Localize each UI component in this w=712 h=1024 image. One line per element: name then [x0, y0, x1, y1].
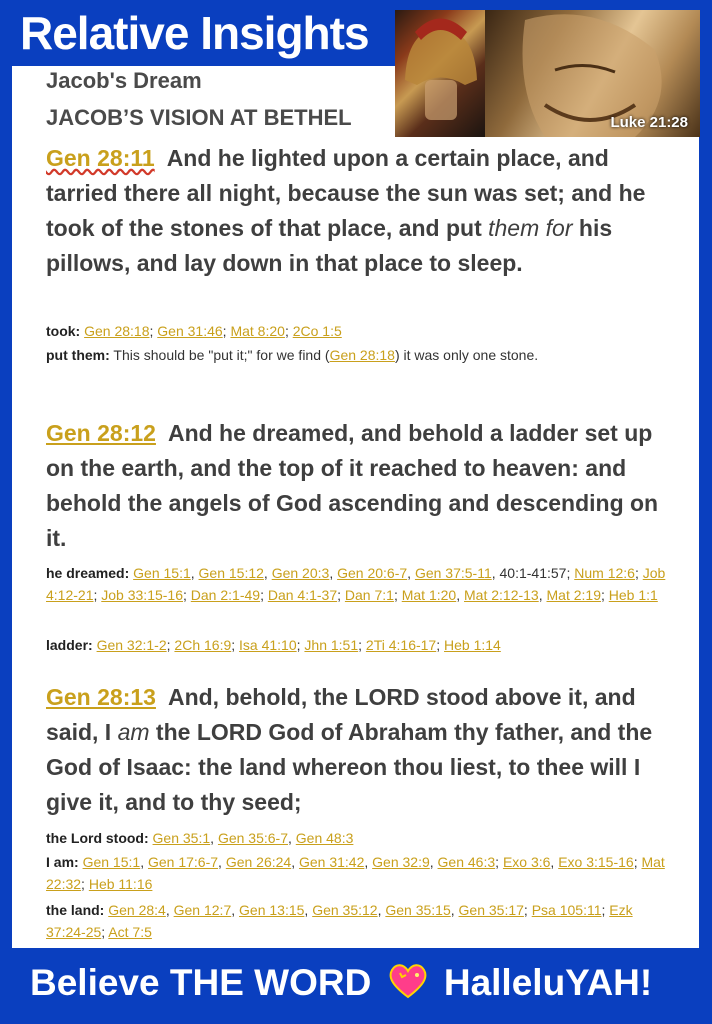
- crossref-link[interactable]: Jhn 1:51: [304, 637, 359, 653]
- crossref-link[interactable]: Gen 35:1: [152, 830, 211, 846]
- roman-helmet-image: [395, 10, 485, 137]
- section-subtitle: JACOB’S VISION AT BETHEL: [46, 105, 352, 130]
- crossref-link[interactable]: Gen 37:5-11: [414, 565, 492, 581]
- note-i-am: I am: Gen 15:1, Gen 17:6-7, Gen 26:24, Gen 31:42, Gen 32:9, Gen 46:3; Exo 3:6, Exo 3:15-16; Mat 22:32; Heb 11:16: [46, 854, 665, 892]
- crossref-link[interactable]: Gen 28:4: [108, 902, 166, 918]
- crossref-link[interactable]: Gen 20:3: [271, 565, 330, 581]
- verse-text: And he dreamed, and behold a ladder set up on the earth, and the top of it reached to heaven: and behold the angels of God ascending and descending on it.: [46, 420, 659, 551]
- crossref-link[interactable]: Gen 31:42: [298, 854, 365, 870]
- note-text: ) it was only one stone.: [394, 347, 539, 363]
- section-title: Jacob's Dream: [46, 68, 202, 93]
- crossref-link[interactable]: Isa 41:10: [239, 637, 297, 653]
- note-label: ladder:: [46, 637, 93, 653]
- crossref-link[interactable]: 2Ti 4:16-17: [365, 637, 437, 653]
- note-put-them: [46, 344, 676, 366]
- note-label: put them:: [46, 347, 110, 363]
- crossref-link[interactable]: Heb 1:14: [444, 637, 501, 653]
- crossref-link[interactable]: 2Co 1:5: [292, 323, 342, 339]
- note-label: the land:: [46, 902, 105, 918]
- verse-reference-link[interactable]: Gen 28:12: [46, 420, 156, 446]
- note-label: the Lord stood:: [46, 830, 149, 846]
- crossref-link[interactable]: Mat 2:19: [546, 587, 601, 603]
- verse-text: And he lighted upon a certain place, and tarried there all night, because the sun was set; and he took of the stones of that place, and put: [46, 145, 646, 241]
- crossref-link[interactable]: Gen 35:12: [312, 902, 378, 918]
- crossref-link[interactable]: Mat 22:32: [46, 854, 665, 892]
- crossref-link[interactable]: Gen 32:1-2: [96, 637, 167, 653]
- crossref-link[interactable]: Mat 8:20: [230, 323, 285, 339]
- verse-reference-link[interactable]: Gen 28:11: [46, 145, 155, 171]
- crossref-link[interactable]: Gen 28:18: [84, 323, 150, 339]
- verse-text: the LORD God of Abraham thy father, and the God of Isaac: the land whereon thou liest, to thee will I give it, and to thy seed;: [46, 719, 653, 815]
- crossref-link[interactable]: Gen 31:46: [157, 323, 223, 339]
- note-took: took: Gen 28:18; Gen 31:46; Mat 8:20; 2Co 1:5: [46, 323, 342, 339]
- crossref-link[interactable]: Exo 3:6: [502, 854, 551, 870]
- crossref-link[interactable]: Gen 48:3: [295, 830, 354, 846]
- footer-text-right: HalleluYAH!: [443, 962, 653, 1003]
- crossref-link[interactable]: Job 4:12-21: [46, 565, 666, 603]
- crossref-link[interactable]: Psa 105:11: [531, 902, 602, 918]
- crossref-link[interactable]: Job 33:15-16: [101, 587, 183, 603]
- note-text: 40:1-41:57: [499, 565, 567, 581]
- verse-gen-28-12: [46, 416, 676, 556]
- note-ladder: ladder: Gen 32:1-2; 2Ch 16:9; Isa 41:10; Jhn 1:51; 2Ti 4:16-17; Heb 1:14: [46, 637, 501, 653]
- header-title: Relative Insights: [20, 7, 369, 59]
- crossref-link[interactable]: Mat 2:12-13: [464, 587, 539, 603]
- crossref-link[interactable]: Gen 35:6-7: [217, 830, 288, 846]
- sparkling-heart-icon: [388, 963, 428, 1008]
- note-label: he dreamed:: [46, 565, 130, 581]
- crossref-link[interactable]: Exo 3:15-16: [558, 854, 634, 870]
- note-label: I am:: [46, 854, 79, 870]
- image-collage: [395, 10, 700, 137]
- image-caption: Luke 21:28: [610, 114, 688, 131]
- crossref-link[interactable]: Dan 2:1-49: [190, 587, 261, 603]
- crossref-link[interactable]: Mat 1:20: [401, 587, 457, 603]
- footer-slogan: [30, 962, 652, 1008]
- verse-italic-text: am: [117, 719, 150, 745]
- crossref-link[interactable]: Dan 4:1-37: [267, 587, 338, 603]
- crossref-link[interactable]: Gen 26:24: [225, 854, 292, 870]
- crossref-link[interactable]: Gen 35:17: [458, 902, 524, 918]
- verse-gen-28-13: [46, 680, 676, 820]
- verse-reference-link[interactable]: Gen 28:13: [46, 684, 156, 710]
- crossref-link[interactable]: Ezk 37:24-25: [46, 902, 633, 940]
- crossref-link[interactable]: Gen 28:18: [329, 347, 395, 363]
- crossref-link[interactable]: 2Ch 16:9: [174, 637, 232, 653]
- verse-text: his pillows, and lay down in that place to sleep.: [46, 215, 613, 276]
- crossref-link[interactable]: Gen 15:12: [198, 565, 264, 581]
- crossref-link[interactable]: Gen 20:6-7: [337, 565, 408, 581]
- crossref-link[interactable]: Heb 11:16: [88, 876, 153, 892]
- crossref-link[interactable]: Gen 13:15: [239, 902, 305, 918]
- verse-italic-text: them for: [488, 215, 573, 241]
- crossref-link[interactable]: Dan 7:1: [344, 587, 394, 603]
- footer-banner: [0, 950, 712, 1024]
- crossref-link[interactable]: Gen 46:3: [437, 854, 496, 870]
- note-the-land: the land: Gen 28:4, Gen 12:7, Gen 13:15, Gen 35:12, Gen 35:15, Gen 35:17; Psa 105:11; Ezk 37:24-25; Act 7:5: [46, 902, 633, 940]
- note-the-lord-stood: the Lord stood: Gen 35:1, Gen 35:6-7, Gen 48:3: [46, 830, 354, 846]
- crossref-link[interactable]: Act 7:5: [108, 924, 152, 940]
- note-text: This should be "put it;" for we find (: [113, 347, 330, 363]
- crossref-link[interactable]: Num 12:6: [574, 565, 635, 581]
- crossref-link[interactable]: Gen 15:1: [133, 565, 191, 581]
- crossref-link[interactable]: Gen 35:15: [385, 902, 451, 918]
- verse-gen-28-11: [46, 141, 676, 281]
- note-label: took:: [46, 323, 81, 339]
- christ-portrait-image: [485, 10, 700, 137]
- content-page: [12, 66, 699, 948]
- crossref-link[interactable]: Gen 32:9: [372, 854, 430, 870]
- crossref-link[interactable]: Gen 17:6-7: [147, 854, 219, 870]
- crossref-link[interactable]: Heb 1:1: [608, 587, 658, 603]
- footer-text-left: Believe THE WORD: [30, 962, 372, 1003]
- verse-text: And, behold, the LORD stood above it, and said, I: [46, 684, 636, 745]
- crossref-link[interactable]: Gen 12:7: [173, 902, 232, 918]
- crossref-link[interactable]: Gen 15:1: [82, 854, 141, 870]
- note-he-dreamed: he dreamed: Gen 15:1, Gen 15:12, Gen 20:3, Gen 20:6-7, Gen 37:5-11, 40:1-41:57; Num 12:6; Job 4:12-21; Job 33:15-16; Dan 2:1-49; Dan 4:1-37; Dan 7:1; Mat 1:20, Mat 2:12-13, Mat 2:19; Heb 1:1: [46, 565, 666, 603]
